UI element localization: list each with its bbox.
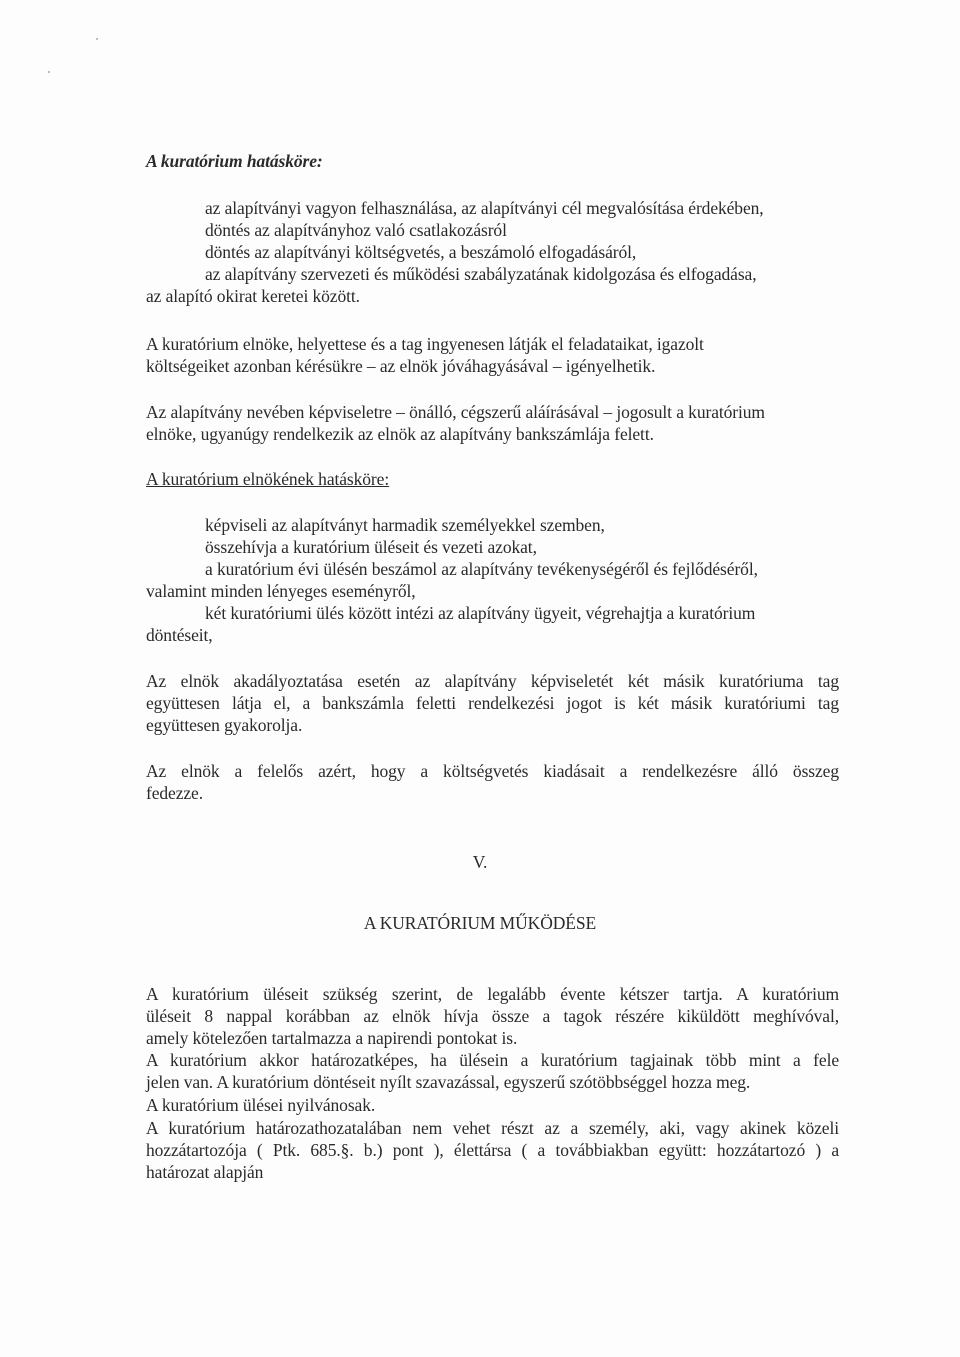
chair-duty-line: két kuratóriumi ülés között intézi az alapítvány ügyeit, végrehajtja a kuratórium	[205, 603, 756, 623]
duty-line: döntés az alapítványhoz való csatlakozásról	[205, 220, 507, 240]
chair-duty-line: összehívja a kuratórium üléseit és vezeti azokat,	[205, 537, 537, 557]
representation-paragraph-line: Az alapítvány nevében képviseletre – önálló, cégszerű aláírásával – jogosult a kuratórium	[146, 402, 765, 422]
chair-duty-line: valamint minden lényeges eseményről,	[146, 581, 416, 601]
duty-line: az alapítványi vagyon felhasználása, az alapítványi cél megvalósítása érdekében,	[205, 198, 764, 218]
heading-kuratorium-hataskore: A kuratórium hatásköre:	[146, 151, 323, 171]
members-paragraph-line: A kuratórium elnöke, helyettese és a tag ingyenesen látják el feladataikat, igazolt	[146, 334, 704, 354]
duty-line: az alapítvány szervezeti és működési szabályzatának kidolgozása és elfogadása,	[205, 264, 757, 284]
operation-paragraph-line: hozzátartozója ( Ptk. 685.§. b.) pont ), élettársa ( a továbbiakban együtt: hozzátartozó ) a	[146, 1140, 839, 1160]
chair-duty-line: képviseli az alapítványt harmadik személyekkel szemben,	[205, 515, 605, 535]
chair-duty-line: a kuratórium évi ülésén beszámol az alapítvány tevékenységéről és fejlődéséről,	[205, 559, 758, 579]
operation-paragraph-line: A kuratórium ülései nyilvánosak.	[146, 1095, 376, 1115]
chair-duty-line: döntéseit,	[146, 625, 213, 645]
operation-paragraph-line: határozat alapján	[146, 1162, 264, 1182]
impediment-paragraph-line: együttesen gyakorolja.	[146, 715, 303, 735]
section-number: V.	[472, 852, 488, 872]
operation-paragraph-line: A kuratórium üléseit szükség szerint, de legalább évente kétszer tartja. A kuratórium	[146, 984, 839, 1004]
impediment-paragraph-line: Az elnök akadályoztatása esetén az alapítvány képviseletét két másik kuratóriuma tag	[146, 671, 839, 691]
responsible-paragraph-line: Az elnök a felelős azért, hogy a költségvetés kiadásait a rendelkezésre álló összeg	[146, 761, 839, 781]
duty-line: az alapító okirat keretei között.	[146, 286, 360, 306]
section-title: A KURATÓRIUM MŰKÖDÉSE	[363, 913, 597, 933]
scan-speck	[96, 38, 98, 40]
responsible-paragraph-line: fedezze.	[146, 783, 203, 803]
members-paragraph-line: költségeiket azonban kérésükre – az elnök jóváhagyásával – igényelhetik.	[146, 356, 656, 376]
operation-paragraph-line: jelen van. A kuratórium döntéseit nyílt szavazással, egyszerű szótöbbséggel hozza meg.	[146, 1072, 751, 1092]
operation-paragraph-line: A kuratórium határozathozatalában nem vehet részt az a személy, aki, vagy akinek közeli	[146, 1118, 839, 1138]
operation-paragraph-line: üléseit 8 nappal korábban az elnök hívja össze a tagok részére kiküldött meghívóval,	[146, 1006, 839, 1026]
impediment-paragraph-line: együttesen látja el, a bankszámla feletti rendelkezési jogot is két másik kuratóriumi tag	[146, 693, 839, 713]
duty-line: döntés az alapítványi költségvetés, a beszámoló elfogadásáról,	[205, 242, 637, 262]
operation-paragraph-line: A kuratórium akkor határozatképes, ha ülésein a kuratórium tagjainak több mint a fele	[146, 1050, 839, 1070]
subheading-elnok-hataskore: A kuratórium elnökének hatásköre:	[146, 469, 390, 489]
representation-paragraph-line: elnöke, ugyanúgy rendelkezik az elnök az alapítvány bankszámlája felett.	[146, 424, 654, 444]
scan-speck	[48, 71, 50, 73]
operation-paragraph-line: amely kötelezően tartalmazza a napirendi pontokat is.	[146, 1028, 518, 1048]
